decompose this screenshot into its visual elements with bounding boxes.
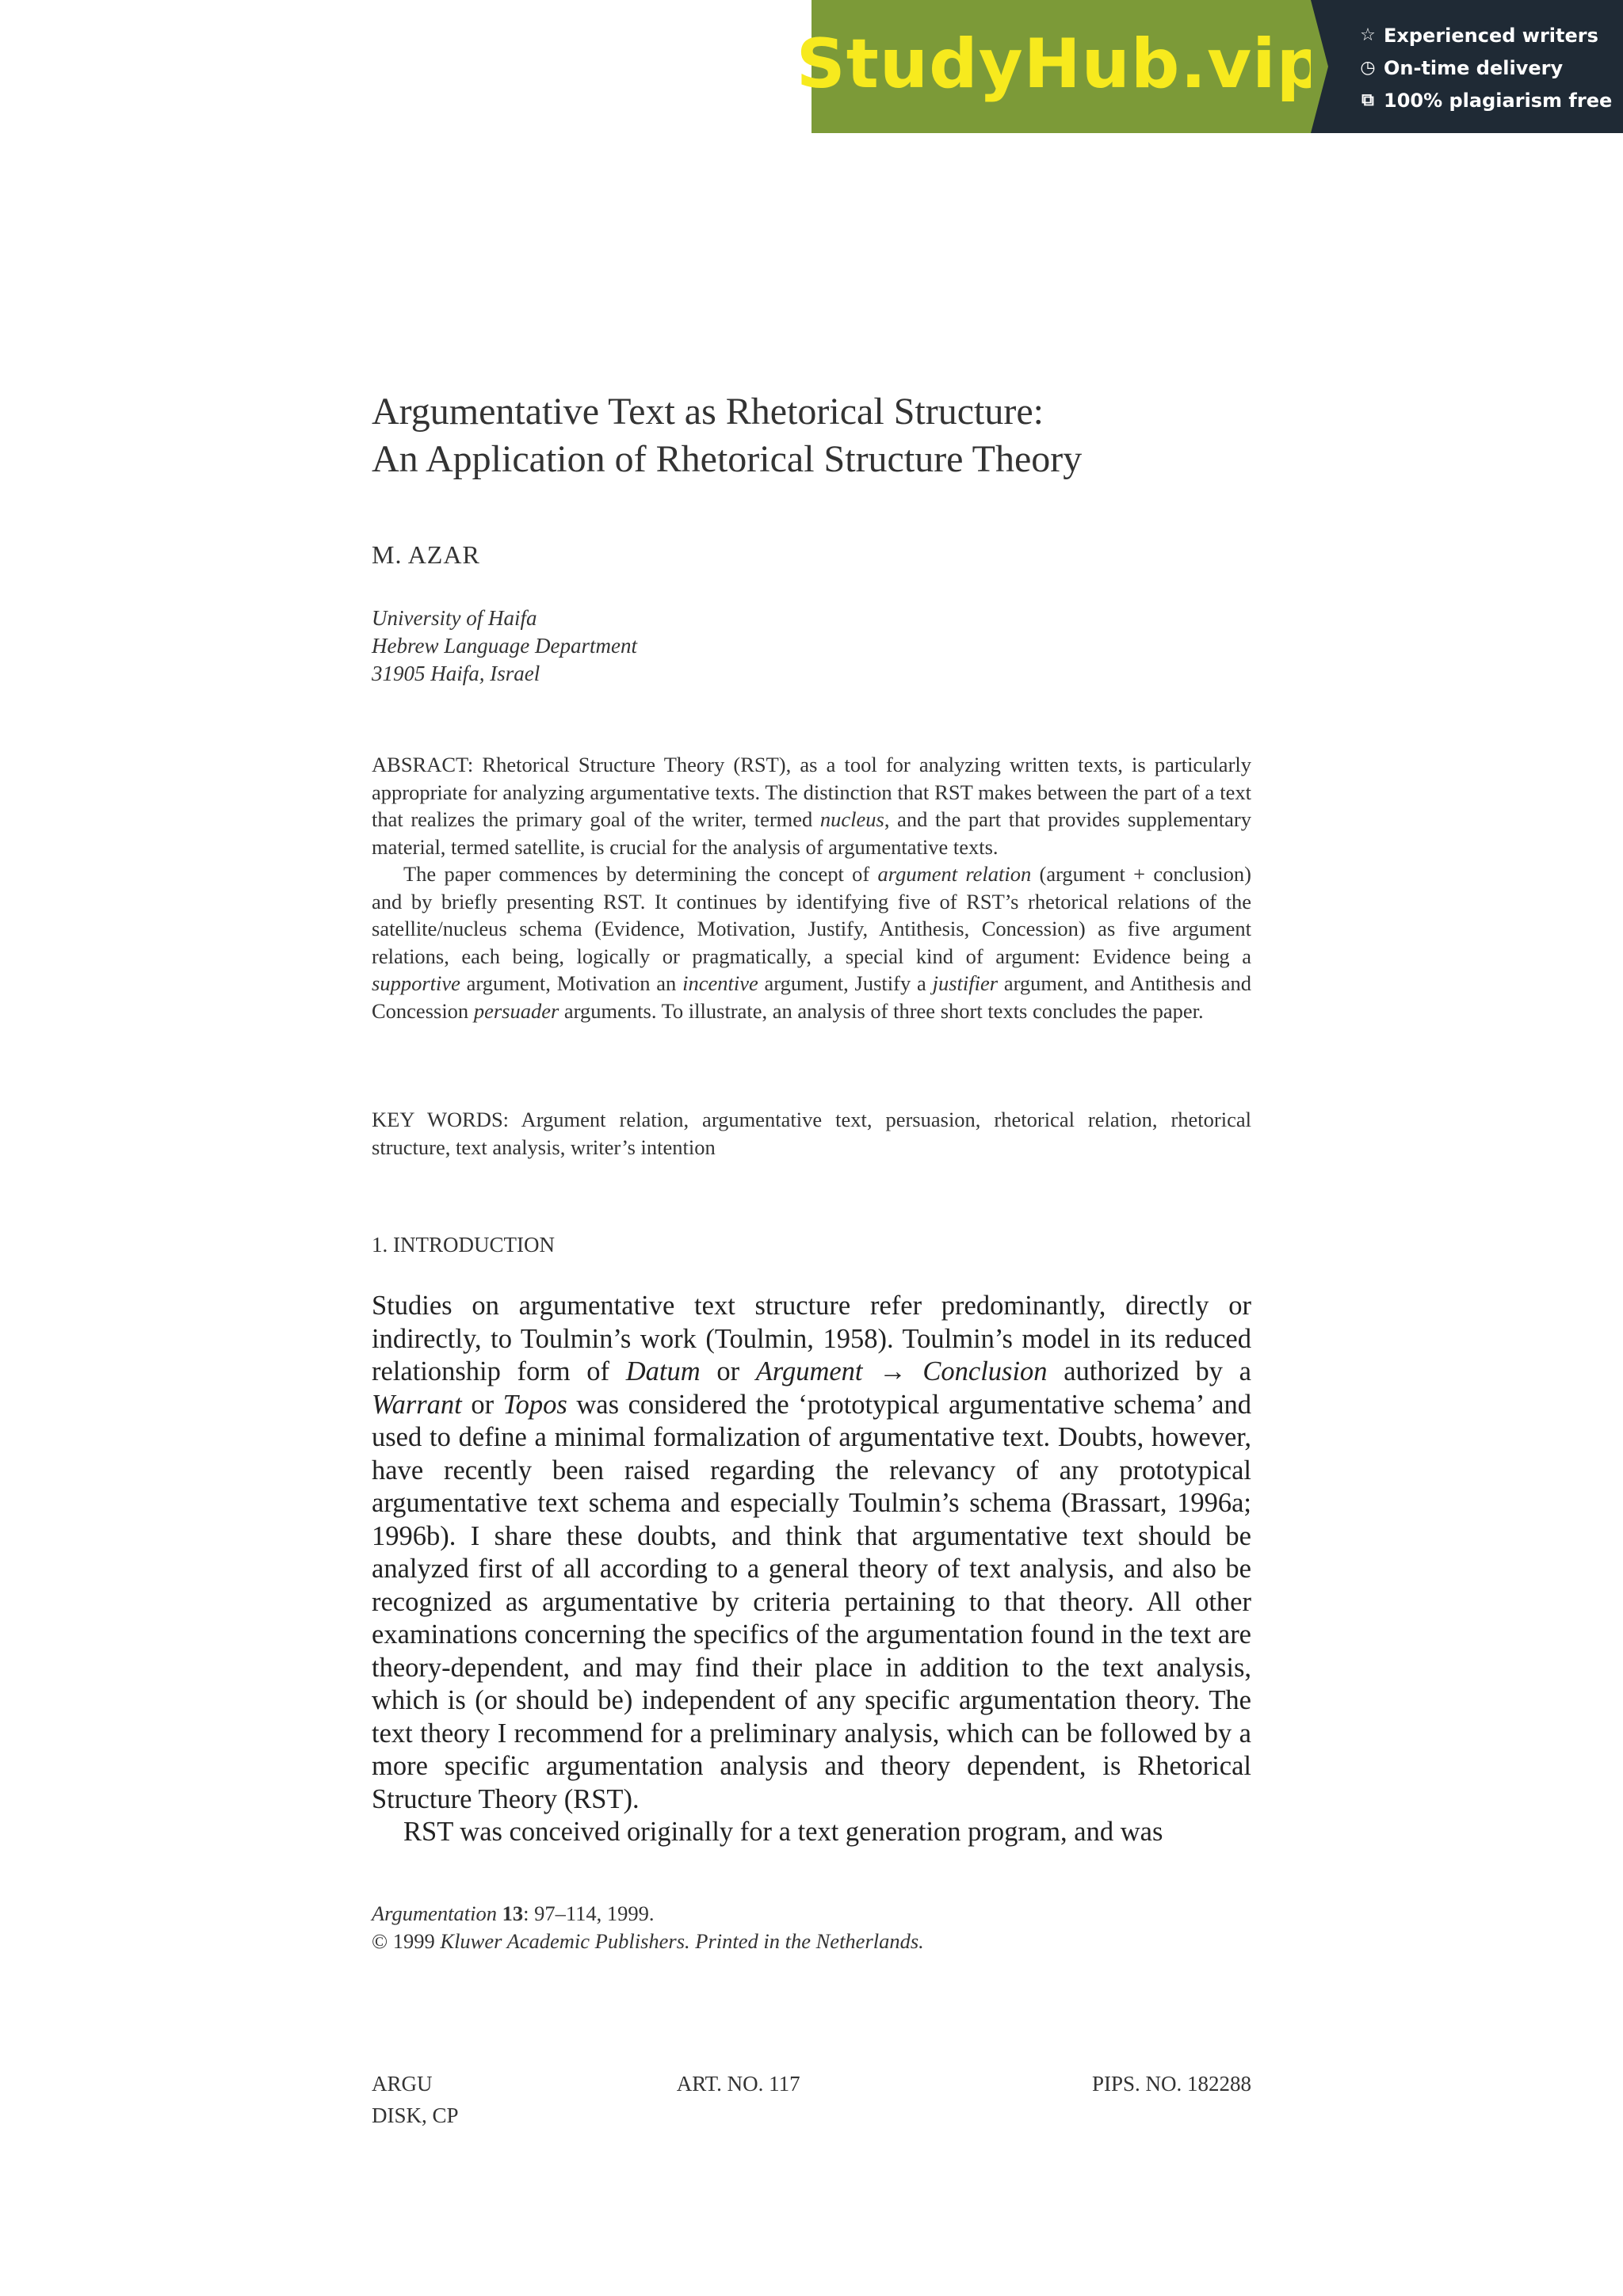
- abstract-text: ABSRACT: Rhetorical Structure Theory (RST), as a tool for analyzing written texts, is particularly appropriate for analyzing argumentative texts. The distinction that RST makes between the part of a text that realizes the primary goal of the writer, termed: [372, 753, 1251, 831]
- feature-plagiarism-free: [1357, 84, 1623, 116]
- abstract-text: The paper commences by determining the concept of: [403, 862, 878, 886]
- meta-disk: DISK, CP: [372, 2103, 459, 2127]
- intro-text: or: [461, 1389, 503, 1420]
- intro-paragraph-1: [372, 1290, 1251, 1816]
- production-meta: [372, 2068, 1251, 2131]
- term-supportive: supportive: [372, 971, 460, 995]
- journal-citation: [372, 1900, 1251, 1955]
- affiliation-address: 31905 Haifa, Israel: [372, 662, 540, 685]
- term-incentive: incentive: [682, 971, 758, 995]
- affiliation-department: Hebrew Language Department: [372, 634, 637, 658]
- term-argument-relation: argument relation: [877, 862, 1032, 886]
- copyright-notice: © 1999: [372, 1929, 441, 1953]
- term-warrant: Warrant: [372, 1389, 462, 1420]
- citation-line-1: [372, 1900, 1251, 1928]
- abstract-text: , and the part that provides supplementary material, termed satellite, is crucial for the analysis of argumentative texts.: [372, 807, 1251, 859]
- feature-label: On-time delivery: [1384, 56, 1564, 79]
- abstract-text: argument, Motivation an: [460, 971, 683, 995]
- affiliation-university: University of Haifa: [372, 606, 537, 630]
- term-argument: Argument: [755, 1356, 863, 1386]
- brand-name: StudyHub.vip: [796, 25, 1327, 104]
- abstract-text: (argument + conclusion) and by briefly presenting RST. It continues by identifying five of RST’s rhetorical relations of the satellite/nucleus schema (Evidence, Motivation, Justify, Antithesis, Concession) as five argument relations, each being, logically or pragmatically, a special kind of argument: Evidence being a: [372, 862, 1251, 968]
- term-nucleus: nucleus: [819, 807, 884, 831]
- publisher-name: Kluwer Academic Publishers. Printed in the Netherlands.: [440, 1929, 924, 1953]
- abstract-text: arguments. To illustrate, an analysis of three short texts concludes the paper.: [559, 998, 1204, 1023]
- introduction-body: [372, 1290, 1251, 1849]
- meta-journal-code: ARGU: [372, 2072, 433, 2096]
- author-affiliation: [372, 605, 1251, 688]
- keywords: KEY WORDS: Argument relation, argumentative text, persuasion, rhetorical relation, rhetorical structure, text analysis, writer’s intention: [372, 1108, 1251, 1159]
- intro-paragraph-2: RST was conceived originally for a text generation program, and was: [403, 1817, 1163, 1847]
- term-justifier: justifier: [932, 971, 999, 995]
- journal-name: Argumentation: [372, 1901, 498, 1925]
- abstract: [372, 751, 1251, 1024]
- banner-features: [1311, 0, 1623, 133]
- studyhub-banner[interactable]: [796, 0, 1623, 133]
- title-line-2: An Application of Rhetorical Structure Theory: [372, 438, 1083, 480]
- intro-text: Studies on argumentative text structure refer predominantly, directly or indirectly, to Toulmin’s work (Toulmin, 1958). Toulmin’s model in its reduced relationship form of: [372, 1291, 1251, 1386]
- author-name: M. AZAR: [372, 540, 480, 569]
- paper-title: [372, 388, 1251, 483]
- journal-pages: : 97–114, 1999.: [523, 1901, 655, 1925]
- feature-experienced-writers: [1357, 19, 1623, 51]
- title-line-1: Argumentative Text as Rhetorical Structure:: [372, 391, 1044, 433]
- term-datum: Datum: [625, 1356, 701, 1386]
- banner-arrow-divider: [1311, 0, 1328, 133]
- intro-text: or: [700, 1356, 756, 1386]
- brand-logo[interactable]: [796, 0, 1327, 133]
- abstract-text: argument, and Antithesis and Concession: [372, 971, 1251, 1023]
- intro-text: was considered the ‘prototypical argumentative schema’ and used to define a minimal formalization of argumentative text. Doubts, however, have recently been raised regarding the relevancy of any prototypical argumentative text schema and especially Toulmin’s schema (Brassart, 1996a; 1996b). I share these doubts, and think that argumentative text should be analyzed first of all according to a general theory of text analysis, and also be recognized as argumentative by criteria pertaining to that theory. All other examinations concerning the specifics of the argumentation found in the text are theory-dependent, and may find their place in addition to the text analysis, which is (or should be) independent of any specific argumentation theory. The text theory I recommend for a preliminary analysis, which can be followed by a more specific argumentation analysis and theory dependent, is Rhetorical Structure Theory (RST).: [372, 1389, 1251, 1814]
- copy-icon: ⧉: [1361, 90, 1374, 110]
- feature-label: Experienced writers: [1384, 24, 1598, 47]
- meta-row: [372, 2068, 1251, 2100]
- clock-icon: ◷: [1360, 58, 1376, 78]
- meta-pips-number: PIPS. NO. 182288: [1091, 2072, 1251, 2096]
- meta-article-number: ART. NO. 117: [676, 2072, 800, 2096]
- term-persuader: persuader: [473, 998, 559, 1023]
- feature-label: 100% plagiarism free: [1384, 89, 1613, 112]
- journal-volume: 13: [502, 1901, 524, 1925]
- term-topos: Topos: [502, 1389, 567, 1420]
- arrow-symbol: →: [862, 1356, 923, 1386]
- abstract-text: argument, Justify a: [758, 971, 933, 995]
- abstract-paragraph-1: [372, 751, 1251, 860]
- intro-text: authorized by a: [1047, 1356, 1251, 1386]
- abstract-paragraph-2: [372, 860, 1251, 1024]
- feature-on-time-delivery: [1357, 51, 1623, 84]
- star-icon: ☆: [1360, 25, 1376, 45]
- citation-line-2: [372, 1928, 1251, 1955]
- term-conclusion: Conclusion: [922, 1356, 1048, 1386]
- section-heading-introduction: 1. INTRODUCTION: [372, 1233, 555, 1257]
